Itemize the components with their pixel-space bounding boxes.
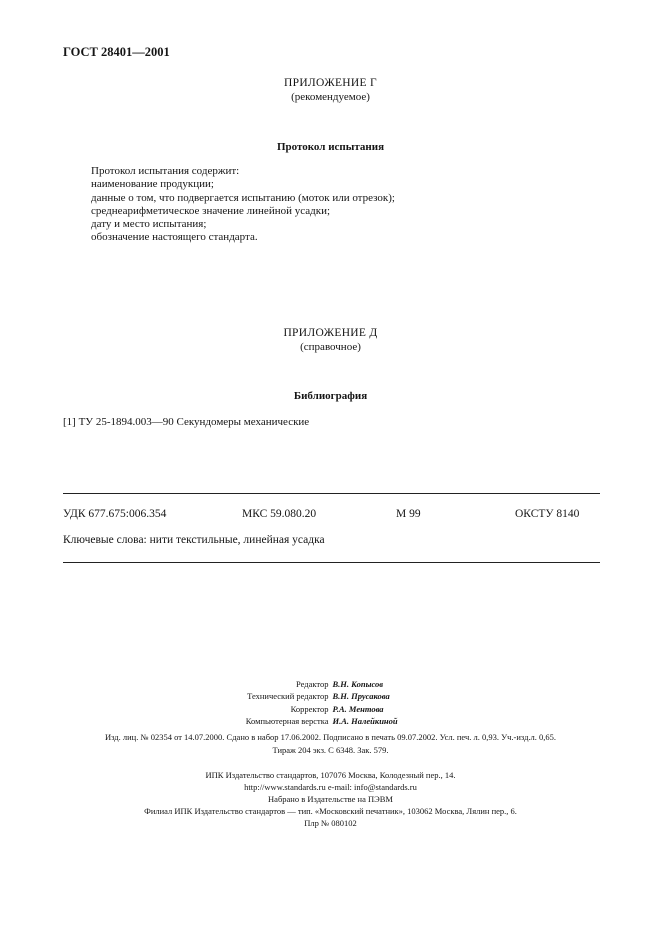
credit-role: Редактор xyxy=(296,679,329,689)
credit-name: В.Н. Прусакова xyxy=(332,691,390,702)
publisher-line: ИПК Издательство стандартов, 107076 Москва, Колодезный пер., 14. xyxy=(205,770,456,780)
credit-row xyxy=(0,690,661,702)
protocol-line: обозначение настоящего стандарта. xyxy=(91,231,258,244)
credit-role: Корректор xyxy=(290,703,329,714)
appendix-d-title: ПРИЛОЖЕНИЕ Д xyxy=(283,327,378,339)
protocol-section-title: Протокол испытания xyxy=(276,141,385,153)
keywords: Ключевые слова: нити текстильные, линейная усадка xyxy=(63,534,325,546)
publisher-line: Плр № 080102 xyxy=(304,818,357,828)
protocol-line: наименование продукции; xyxy=(91,178,214,191)
appendix-g-title: ПРИЛОЖЕНИЕ Г xyxy=(284,77,377,89)
credit-row xyxy=(0,703,661,715)
protocol-line: Протокол испытания содержит: xyxy=(91,165,240,177)
publisher-line: Филиал ИПК Издательство стандартов — тип. «Московский печатник», 103062 Москва, Лялин пер., 6. xyxy=(144,806,517,816)
protocol-contents xyxy=(91,165,395,245)
appendix-g-subtitle: (рекомендуемое) xyxy=(291,91,370,103)
divider-bottom xyxy=(63,562,600,563)
credit-name: И.А. Налейкиной xyxy=(332,715,398,726)
divider-top xyxy=(63,493,600,494)
imprint-line: Тираж 204 экз. С 6348. Зак. 579. xyxy=(272,745,389,755)
publisher-line: Набрано в Издательстве на ПЭВМ xyxy=(268,794,393,804)
editorial-credits xyxy=(0,678,661,727)
bibliography-entry: [1] ТУ 25-1894.003—90 Секундомеры механические xyxy=(63,416,310,428)
protocol-line: дату и место испытания; xyxy=(91,218,207,231)
credit-role: Компьютерная верстка xyxy=(245,715,329,726)
mks-code: МКС 59.080.20 xyxy=(242,508,317,520)
publisher-line: http://www.standards.ru e-mail: info@standards.ru xyxy=(244,782,417,792)
protocol-line: данные о том, что подвергается испытанию (моток или отрезок); xyxy=(91,191,395,204)
imprint-line: Изд. лиц. № 02354 от 14.07.2000. Сдано в набор 17.06.2002. Подписано в печать 09.07.2002. Усл. печ. л. 0,93. Уч.-изд.л. 0,65. xyxy=(104,732,557,742)
appendix-d-subtitle: (справочное) xyxy=(300,341,361,353)
m-code: М 99 xyxy=(396,508,421,520)
credit-row xyxy=(0,715,661,727)
standard-code: ГОСТ 28401—2001 xyxy=(63,45,170,59)
credit-row xyxy=(0,678,661,690)
bibliography-title: Библиография xyxy=(293,390,368,402)
credit-name: В.Н. Копысов xyxy=(332,679,384,689)
udk-code: УДК 677.675:006.354 xyxy=(63,508,167,520)
credit-role: Технический редактор xyxy=(247,691,329,702)
credit-name: Р.А. Ментова xyxy=(332,703,384,714)
okstu-code: ОКСТУ 8140 xyxy=(515,508,580,520)
protocol-line: среднеарифметическое значение линейной усадки; xyxy=(91,204,331,217)
